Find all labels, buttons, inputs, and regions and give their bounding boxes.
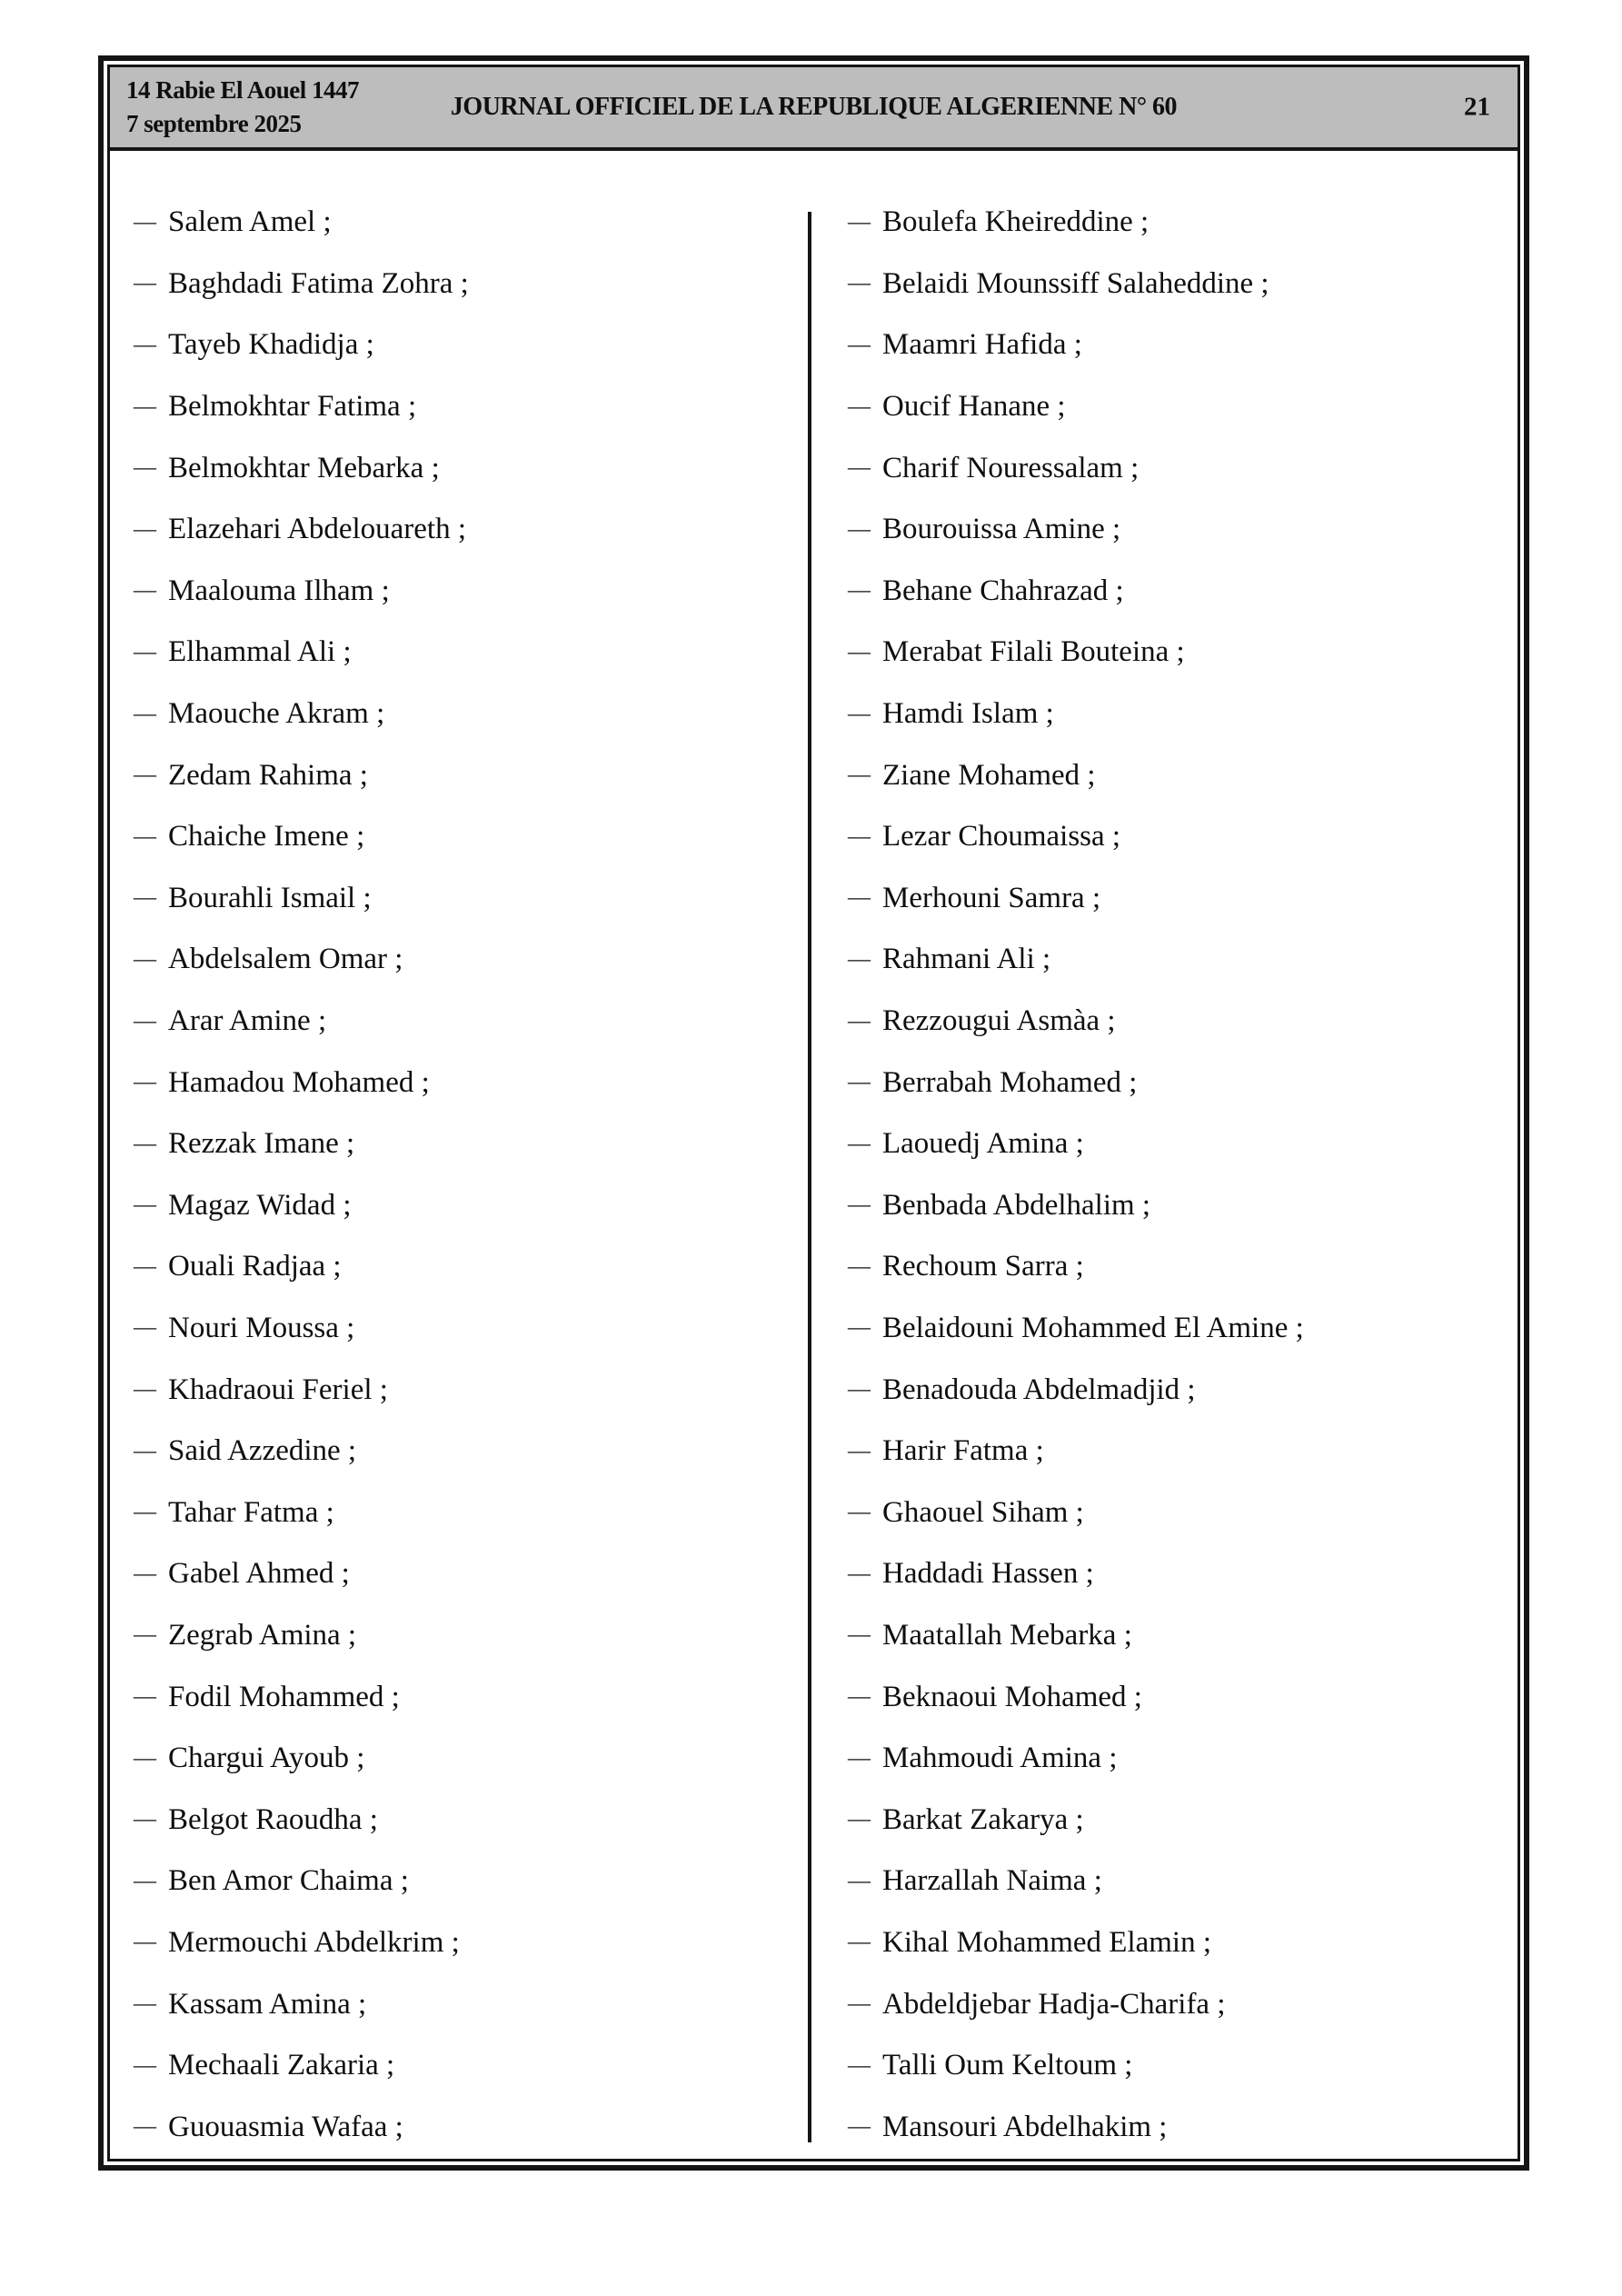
person-name: Benadouda Abdelmadjid ; xyxy=(882,1373,1196,1406)
dash-bullet: — xyxy=(848,1070,871,1095)
dash-bullet: — xyxy=(848,1561,871,1586)
list-item xyxy=(134,1421,808,1482)
list-item xyxy=(848,1912,1518,1974)
person-name: Rezzougui Asmàa ; xyxy=(882,1004,1116,1038)
dash-bullet: — xyxy=(848,1438,871,1463)
dash-bullet: — xyxy=(134,516,156,542)
list-item xyxy=(134,1728,808,1790)
person-name: Maalouma Ilham ; xyxy=(168,574,390,607)
list-item xyxy=(848,1421,1518,1482)
person-name: Abdeldjebar Hadja-Charifa ; xyxy=(882,1987,1226,2021)
list-item xyxy=(134,1236,808,1298)
person-name: Said Azzedine ; xyxy=(168,1434,357,1468)
dash-bullet: — xyxy=(134,1500,156,1525)
header-date-hijri: 14 Rabie El Aouel 1447 xyxy=(126,76,360,104)
list-item xyxy=(134,1912,808,1974)
dash-bullet: — xyxy=(848,1500,871,1525)
person-name: Arar Amine ; xyxy=(168,1004,327,1038)
dash-bullet: — xyxy=(134,2114,156,2140)
dash-bullet: — xyxy=(134,1868,156,1893)
list-item xyxy=(134,806,808,868)
list-item xyxy=(134,684,808,745)
person-name: Zegrab Amina ; xyxy=(168,1618,357,1652)
person-name: Oucif Hanane ; xyxy=(882,390,1066,424)
list-item xyxy=(848,437,1518,499)
dash-bullet: — xyxy=(848,394,871,419)
list-item xyxy=(134,499,808,561)
dash-bullet: — xyxy=(848,1807,871,1832)
list-item xyxy=(848,1482,1518,1543)
dash-bullet: — xyxy=(848,1684,871,1710)
list-item xyxy=(134,1789,808,1851)
dash-bullet: — xyxy=(134,332,156,357)
list-item xyxy=(134,376,808,438)
person-name: Boulefa Kheireddine ; xyxy=(882,205,1149,239)
dash-bullet: — xyxy=(134,1684,156,1710)
person-name: Maouche Akram ; xyxy=(168,697,385,731)
list-item xyxy=(134,1605,808,1667)
dash-bullet: — xyxy=(134,1377,156,1403)
dash-bullet: — xyxy=(848,1377,871,1403)
dash-bullet: — xyxy=(134,1193,156,1218)
person-name: Harzallah Naima ; xyxy=(882,1864,1102,1898)
person-name: Ouali Radjaa ; xyxy=(168,1250,342,1283)
dash-bullet: — xyxy=(848,1193,871,1218)
person-name: Khadraoui Feriel ; xyxy=(168,1373,388,1406)
person-name: Lezar Choumaissa ; xyxy=(882,820,1121,854)
list-item xyxy=(134,1851,808,1912)
person-name: Mermouchi Abdelkrim ; xyxy=(168,1925,460,1959)
list-item xyxy=(848,376,1518,438)
person-name: Belmokhtar Fatima ; xyxy=(168,390,417,424)
page-header xyxy=(110,67,1518,151)
dash-bullet: — xyxy=(848,271,871,296)
dash-bullet: — xyxy=(848,1315,871,1341)
dash-bullet: — xyxy=(848,824,871,849)
person-name: Beknaoui Mohamed ; xyxy=(882,1680,1142,1713)
journal-title: JOURNAL OFFICIEL DE LA REPUBLIQUE ALGERIENNE N° 60 xyxy=(450,93,1178,121)
dash-bullet: — xyxy=(134,1070,156,1095)
dash-bullet: — xyxy=(848,1008,871,1033)
dash-bullet: — xyxy=(848,1622,871,1648)
list-item xyxy=(134,192,808,254)
list-item xyxy=(134,1298,808,1360)
dash-bullet: — xyxy=(134,2052,156,2078)
person-name: Gabel Ahmed ; xyxy=(168,1557,350,1591)
person-name: Barkat Zakarya ; xyxy=(882,1802,1084,1836)
person-name: Guouasmia Wafaa ; xyxy=(168,2110,403,2143)
dash-bullet: — xyxy=(134,1008,156,1033)
list-item xyxy=(848,929,1518,991)
list-item xyxy=(134,314,808,376)
list-item xyxy=(848,2035,1518,2097)
person-name: Maatallah Mebarka ; xyxy=(882,1618,1132,1652)
person-name: Belaidi Mounssiff Salaheddine ; xyxy=(882,266,1269,300)
list-item xyxy=(134,1666,808,1728)
right-column-list xyxy=(811,151,1518,2158)
person-name: Laouedj Amina ; xyxy=(882,1127,1084,1161)
list-item xyxy=(848,806,1518,868)
person-name: Ziane Mohamed ; xyxy=(882,758,1096,792)
person-name: Merabat Filali Bouteina ; xyxy=(882,635,1185,669)
dash-bullet: — xyxy=(848,701,871,726)
person-name: Bourahli Ismail ; xyxy=(168,881,372,914)
header-date-gregorian: 7 septembre 2025 xyxy=(126,110,302,137)
person-name: Mahmoudi Amina ; xyxy=(882,1742,1118,1775)
person-name: Kihal Mohammed Elamin ; xyxy=(882,1925,1212,1959)
person-name: Nouri Moussa ; xyxy=(168,1311,355,1344)
list-item xyxy=(134,437,808,499)
dash-bullet: — xyxy=(134,1807,156,1832)
person-name: Hamdi Islam ; xyxy=(882,697,1054,731)
dash-bullet: — xyxy=(848,1745,871,1771)
list-item xyxy=(848,2096,1518,2158)
dash-bullet: — xyxy=(134,639,156,664)
dash-bullet: — xyxy=(134,1438,156,1463)
list-item xyxy=(848,1973,1518,2035)
list-item xyxy=(134,1052,808,1113)
person-name: Haddadi Hassen ; xyxy=(882,1557,1094,1591)
list-item xyxy=(134,254,808,315)
list-item xyxy=(134,561,808,623)
page-frame-inner xyxy=(107,65,1520,2161)
dash-bullet: — xyxy=(848,1253,871,1279)
list-item xyxy=(848,192,1518,254)
list-item xyxy=(848,1851,1518,1912)
dash-bullet: — xyxy=(848,1131,871,1156)
person-name: Abdelsalem Omar ; xyxy=(168,943,403,976)
person-name: Mechaali Zakaria ; xyxy=(168,2049,395,2082)
person-name: Belaidouni Mohammed El Amine ; xyxy=(882,1311,1304,1344)
dash-bullet: — xyxy=(848,885,871,911)
list-item xyxy=(848,561,1518,623)
left-column-list xyxy=(110,151,808,2158)
person-name: Elazehari Abdelouareth ; xyxy=(168,513,467,546)
person-name: Rechoum Sarra ; xyxy=(882,1250,1084,1283)
dash-bullet: — xyxy=(134,701,156,726)
dash-bullet: — xyxy=(134,1315,156,1341)
dash-bullet: — xyxy=(134,1622,156,1648)
person-name: Benbada Abdelhalim ; xyxy=(882,1188,1151,1222)
page-frame xyxy=(98,55,1529,2171)
dash-bullet: — xyxy=(134,1745,156,1771)
dash-bullet: — xyxy=(134,763,156,788)
dash-bullet: — xyxy=(134,394,156,419)
dash-bullet: — xyxy=(848,455,871,481)
person-name: Harir Fatma ; xyxy=(882,1434,1044,1468)
person-name: Tayeb Khadidja ; xyxy=(168,328,374,362)
person-name: Maamri Hafida ; xyxy=(882,328,1082,362)
dash-bullet: — xyxy=(134,885,156,911)
page-content xyxy=(110,151,1518,2159)
person-name: Chargui Ayoub ; xyxy=(168,1742,365,1775)
dash-bullet: — xyxy=(848,209,871,235)
list-item xyxy=(848,314,1518,376)
list-item xyxy=(848,1543,1518,1605)
dash-bullet: — xyxy=(848,763,871,788)
list-item xyxy=(134,1973,808,2035)
dash-bullet: — xyxy=(134,271,156,296)
dash-bullet: — xyxy=(134,1253,156,1279)
dash-bullet: — xyxy=(848,516,871,542)
list-item xyxy=(134,868,808,930)
list-item xyxy=(848,1728,1518,1790)
dash-bullet: — xyxy=(848,332,871,357)
list-item xyxy=(848,1298,1518,1360)
list-item xyxy=(134,2035,808,2097)
list-item xyxy=(848,254,1518,315)
person-name: Fodil Mohammed ; xyxy=(168,1680,400,1713)
list-item xyxy=(848,744,1518,806)
list-item xyxy=(134,2096,808,2158)
dash-bullet: — xyxy=(848,639,871,664)
person-name: Rahmani Ali ; xyxy=(882,943,1051,976)
dash-bullet: — xyxy=(848,946,871,972)
dash-bullet: — xyxy=(848,2114,871,2140)
person-name: Merhouni Samra ; xyxy=(882,881,1101,914)
list-item xyxy=(134,1543,808,1605)
dash-bullet: — xyxy=(848,1868,871,1893)
dash-bullet: — xyxy=(134,824,156,849)
person-name: Berrabah Mohamed ; xyxy=(882,1065,1138,1099)
dash-bullet: — xyxy=(134,578,156,604)
list-item xyxy=(848,868,1518,930)
person-name: Rezzak Imane ; xyxy=(168,1127,355,1161)
list-item xyxy=(134,1175,808,1237)
list-item xyxy=(848,1605,1518,1667)
list-item xyxy=(848,1175,1518,1237)
person-name: Chaiche Imene ; xyxy=(168,820,365,854)
person-name: Kassam Amina ; xyxy=(168,1987,367,2021)
person-name: Talli Oum Keltoum ; xyxy=(882,2049,1133,2082)
dash-bullet: — xyxy=(134,455,156,481)
person-name: Ben Amor Chaima ; xyxy=(168,1864,409,1898)
dash-bullet: — xyxy=(848,2052,871,2078)
list-item xyxy=(134,622,808,684)
dash-bullet: — xyxy=(134,946,156,972)
person-name: Belgot Raoudha ; xyxy=(168,1802,378,1836)
dash-bullet: — xyxy=(848,578,871,604)
list-item xyxy=(848,622,1518,684)
list-item xyxy=(134,1113,808,1175)
person-name: Elhammal Ali ; xyxy=(168,635,352,669)
person-name: Salem Amel ; xyxy=(168,205,332,239)
dash-bullet: — xyxy=(134,1930,156,1955)
person-name: Bourouissa Amine ; xyxy=(882,513,1121,546)
list-item xyxy=(848,1789,1518,1851)
dash-bullet: — xyxy=(134,1131,156,1156)
person-name: Magaz Widad ; xyxy=(168,1188,352,1222)
person-name: Tahar Fatma ; xyxy=(168,1495,334,1529)
list-item xyxy=(848,1666,1518,1728)
page-number: 21 xyxy=(1464,92,1490,122)
list-item xyxy=(134,1482,808,1543)
person-name: Mansouri Abdelhakim ; xyxy=(882,2110,1168,2143)
person-name: Zedam Rahima ; xyxy=(168,758,368,792)
list-item xyxy=(134,991,808,1053)
person-name: Belmokhtar Mebarka ; xyxy=(168,451,440,484)
dash-bullet: — xyxy=(134,1992,156,2017)
person-name: Charif Nouressalam ; xyxy=(882,451,1139,484)
list-item xyxy=(848,1236,1518,1298)
person-name: Baghdadi Fatima Zohra ; xyxy=(168,266,469,300)
dash-bullet: — xyxy=(134,209,156,235)
dash-bullet: — xyxy=(848,1992,871,2017)
list-item xyxy=(134,1359,808,1421)
person-name: Ghaouel Siham ; xyxy=(882,1495,1084,1529)
list-item xyxy=(848,1359,1518,1421)
list-item xyxy=(848,499,1518,561)
dash-bullet: — xyxy=(134,1561,156,1586)
list-item xyxy=(134,929,808,991)
list-item xyxy=(134,744,808,806)
list-item xyxy=(848,684,1518,745)
list-item xyxy=(848,1052,1518,1113)
list-item xyxy=(848,1113,1518,1175)
list-item xyxy=(848,991,1518,1053)
dash-bullet: — xyxy=(848,1930,871,1955)
person-name: Hamadou Mohamed ; xyxy=(168,1065,430,1099)
person-name: Behane Chahrazad ; xyxy=(882,574,1124,607)
